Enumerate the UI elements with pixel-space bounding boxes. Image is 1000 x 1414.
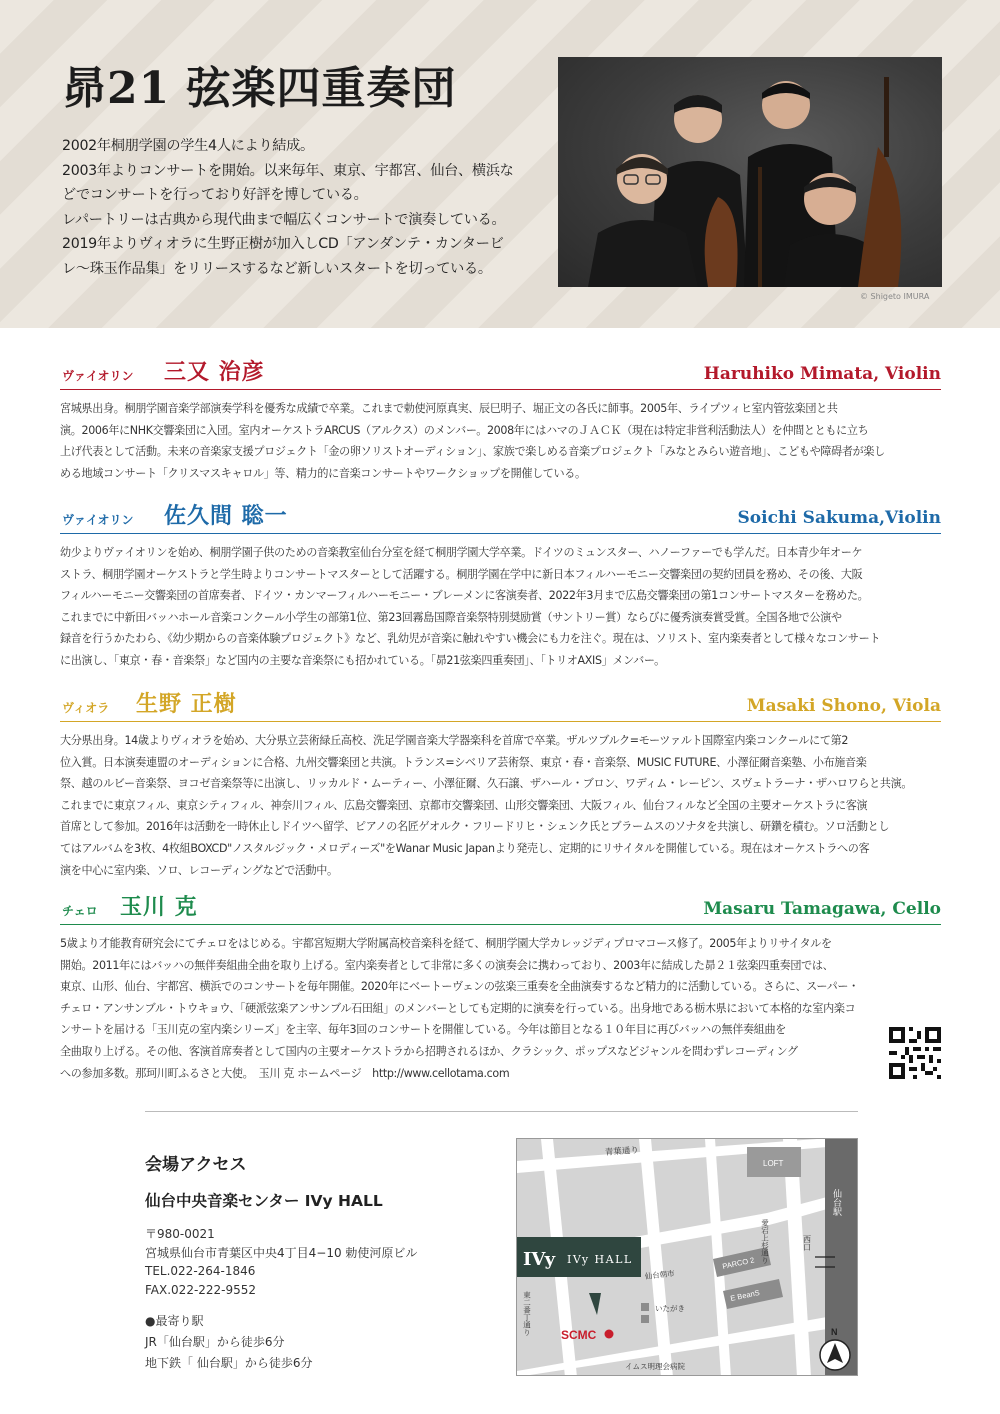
access-map: [516, 1138, 858, 1376]
bio-line: フィルハーモニー交響楽団の首席奏者、ドイツ・カンマーフィルハーモニー・ブレーメンに客演奏者、2022年3月まで広島交響楽団の第1コンサートマスターを務めた。: [60, 589, 869, 603]
bio-line: 上げ代表として活動。未来の音楽家支援プロジェクト「金の卵ソリストオーディション」、家族で楽しめる音楽プロジェクト「みなとみらい遊音地」、こどもや障碍者が楽し: [60, 445, 885, 459]
member-shono: [60, 688, 941, 881]
map-label-sendai-station: 仙台駅: [832, 1189, 842, 1216]
bio-line: 位入賞。日本演奏連盟のオーディションに合格、九州交響楽団と共演。トランス=シベリア芸術祭、東京・春・音楽祭、MUSIC FUTURE、小澤征爾音楽塾、小布施音楽: [60, 755, 867, 769]
bio-line: 首席として参加。2016年は活動を一時休止しドイツへ留学、ピアノの名匠ゲオルク・フリードリヒ・シェンク氏とブラームスのソナタを共演し、研鑽を積む。ソロ活動とし: [60, 820, 890, 834]
ivy-logo: IVy: [523, 1249, 556, 1270]
station-heading: ●最寄り駅: [145, 1314, 204, 1328]
section-divider: [145, 1111, 858, 1112]
bio-line: 祭、越のルビー音楽祭、ヨコゼ音楽祭等に出演し、リッカルド・ムーティー、小澤征爾、久石譲、ザハール・ブロン、ワディム・レーピン、スヴェトラーナ・ザハロワらと共演。: [60, 777, 913, 791]
intro-line: 2019年よりヴィオラに生野正樹が加入しCD「アンダンテ・カンタービ: [62, 236, 504, 252]
bio-line: ンサートを届ける「玉川克の室内楽シリーズ」を主宰、毎年3回のコンサートを開催している。今年は節目となる１０年目に再びバッハの無伴奏組曲を: [60, 1023, 786, 1037]
bio-line: 大分県出身。14歳よりヴィオラを始め、大分県立芸術緑丘高校、洗足学園音楽大学器楽科を首席で卒業。ザルツブルク=モーツァルト国際室内楽コンクールにて第2: [60, 734, 849, 747]
map-label-aoba: 青葉通り: [604, 1144, 640, 1157]
map-label-scmc: SCMC: [561, 1328, 597, 1342]
bio-line: てはアルバムを3枚、4枚組BOXCD"ノスタルジック・メロディーズ"をWanar Music Japanより発売し、定期的にリサイタルを開催している。現在はオーケストラへの客: [60, 841, 870, 855]
bio-line: これまでに東京フィル、東京シティフィル、神奈川フィル、広島交響楽団、京都市交響楽団、山形交響楽団、大阪フィル、仙台フィルなど全国の主要オーケストラに客演: [60, 798, 868, 812]
venue-name: 仙台中央音楽センター IVy HALL: [145, 1192, 383, 1210]
station-jr: JR「仙台駅」から徒歩6分: [145, 1335, 285, 1349]
bio-line: 演を中心に室内楽、ソロ、レコーディングなどで活動中。: [60, 863, 338, 877]
member-name-en: Masaki Shono, Viola: [746, 696, 941, 716]
photo-credit: © Shigeto IMURA: [860, 292, 930, 301]
intro-line: レ～珠玉作品集」をリリースするなど新しいスタートを切っている。: [62, 260, 492, 277]
map-label-west-exit: 西口: [802, 1235, 812, 1251]
page-title: 昴21 弦楽四重奏団: [62, 63, 457, 114]
map-label-north: N: [831, 1327, 838, 1337]
member-role: ヴァイオリン: [62, 513, 134, 527]
intro-line: レパートリーは古典から現代曲まで幅広くコンサートで演奏している。: [62, 211, 506, 228]
bio-line: これまでに中新田バッハホール音楽コンクール小学生の部第1位、第23回霧島国際音楽祭特別奨励賞（サントリー賞）ならびに優秀演奏賞受賞。全国各地で公演や: [60, 610, 842, 624]
access-info: [145, 1150, 475, 1374]
bio-line: に出演し、「東京・春・音楽祭」など国内の主要な音楽祭にも招かれている。「昴21弦楽四重奏団」、「トリオAXIS」メンバー。: [60, 653, 665, 667]
bio-line: 宮城県出身。桐朋学園音楽学部演奏学科を優秀な成績で卒業。これまで勅使河原真実、辰巳明子、堀正文の各氏に師事。2005年、ライプツィヒ室内管弦楽団と共: [60, 402, 838, 415]
bio-line: チェロ・アンサンブル・トウキョウ、「硬派弦楽アンサンブル石田組」のメンバーとしても定期的に演奏を行っている。出身地である栃木県において本格的な室内楽コ: [60, 1001, 856, 1015]
bio-line: 5歳より才能教育研究会にてチェロをはじめる。宇都宮短期大学附属高校音楽科を経て、桐朋学園大学カレッジディプロマコース修了。2005年よりリサイタルを: [60, 937, 832, 950]
member-mimata: [60, 356, 941, 484]
member-role: ヴァイオリン: [62, 369, 134, 383]
bio-line: 幼少よりヴァイオリンを始め、桐朋学園子供のための音楽教室仙台分室を経て桐朋学園大学卒業。ドイツのミュンスター、ハノーファーでも学んだ。日本青少年オーケ: [60, 546, 863, 559]
member-sakuma: [60, 500, 941, 672]
map-label-loft: LOFT: [763, 1159, 784, 1168]
venue-address: [145, 1225, 475, 1299]
member-name-ja: 三又 治彦: [164, 359, 265, 385]
intro-line: 2003年よりコンサートを開始。以来毎年、東京、宇都宮、仙台、横浜な: [62, 162, 514, 179]
member-tamagawa: [60, 891, 941, 1084]
map-label-atago: 愛宕上杉通り: [760, 1219, 770, 1264]
bio-line: 演。2006年にNHK交響楽団に入団。室内オーケストラARCUS（アルクス）のメンバー。2008年にはハマのＪＡＣＫ（現在は特定非営利活動法人）を仲間とともに立ち: [60, 423, 869, 437]
bio-line: への参加多数。那珂川町ふるさと大使。 玉川 克 ホームページ http://www.cellotama.com: [60, 1066, 510, 1080]
map-label-hospital: イムス明理会病院: [625, 1362, 685, 1371]
phone-number: TEL.022-264-1846: [145, 1264, 256, 1278]
map-label-asaichi: 仙台朝市: [644, 1268, 676, 1281]
map-label-parco2: PARCO 2: [721, 1255, 756, 1271]
venue-marker-icon: [605, 1330, 614, 1339]
bio-line: 録音を行うかたわら、《幼少期からの音楽体験プロジェクト》など、乳幼児が音楽に触れやすい機会にも力を注ぐ。現在は、ソリスト、室内楽奏者として様々なコンサート: [60, 632, 881, 646]
map-label-higashi-nibancho: 東二番丁通り: [522, 1291, 532, 1336]
station-subway: 地下鉄「 仙台駅」から徒歩6分: [145, 1356, 313, 1370]
member-header: [60, 356, 941, 390]
map-label-ebeans: E BeanS: [729, 1287, 761, 1303]
member-header: [60, 500, 941, 534]
member-name-ja: 生野 正樹: [136, 691, 237, 717]
map-label-itagaki: いたがき: [655, 1304, 685, 1313]
member-bio: [60, 925, 941, 1084]
intro-line: 2002年桐朋学園の学生4人により結成。: [62, 138, 314, 154]
postal-code: 〒980-0021: [145, 1227, 215, 1241]
street-address: 宮城県仙台市青葉区中央4丁目4−10 勅使河原ビル: [145, 1245, 418, 1260]
member-name-ja: 玉川 克: [120, 894, 198, 920]
bio-line: 全曲取り上げる。その他、客演首席奏者として国内の主要オーケストラから招聘されるほか、クラシック、ポップスなどジャンルを問わずレコーディング: [60, 1044, 798, 1058]
access-title: 会場アクセス: [145, 1155, 247, 1175]
intro-text: [62, 134, 532, 281]
fax-number: FAX.022-222-9552: [145, 1282, 257, 1297]
member-name-en: Masaru Tamagawa, Cello: [703, 899, 941, 919]
bio-line: める地域コンサート「クリスマスキャロル」等、精力的に音楽コンサートやワークショップを開催している。: [60, 466, 586, 480]
qr-code-icon[interactable]: [889, 1027, 941, 1079]
intro-line: どでコンサートを行っており好評を博している。: [62, 187, 368, 203]
member-role: ヴィオラ: [62, 701, 110, 715]
member-header: [60, 688, 941, 722]
member-name-en: Haruhiko Mimata, Violin: [703, 364, 941, 384]
member-bio: [60, 722, 941, 881]
nearest-station: [145, 1311, 475, 1374]
member-header: [60, 891, 941, 925]
member-bio: [60, 534, 941, 672]
ivy-sign-text: IVy HALL: [567, 1253, 633, 1266]
quartet-photo: [558, 57, 942, 287]
member-role: チェロ: [62, 904, 98, 918]
bio-line: 東京、山形、仙台、宇都宮、横浜でのコンサートを毎年開催。2020年にベートーヴェンの弦楽三重奏を全曲演奏するなど精力的に活動している。さらに、スーパー・: [60, 980, 859, 994]
member-bio: [60, 390, 941, 484]
member-name-en: Soichi Sakuma,Violin: [737, 508, 941, 528]
member-name-ja: 佐久間 聡一: [164, 503, 288, 529]
bio-line: 開始。2011年にはバッハの無伴奏組曲全曲を取り上げる。室内楽奏者として非常に多くの演奏会に携わっており、2003年に結成した昴２１弦楽四重奏団では、: [60, 958, 834, 972]
bio-line: ストラ、桐朋学園オーケストラと学生時よりコンサートマスターとして活躍する。桐朋学園在学中に新日本フィルハーモニー交響楽団の契約団員を務め、その後、大阪: [60, 567, 863, 581]
